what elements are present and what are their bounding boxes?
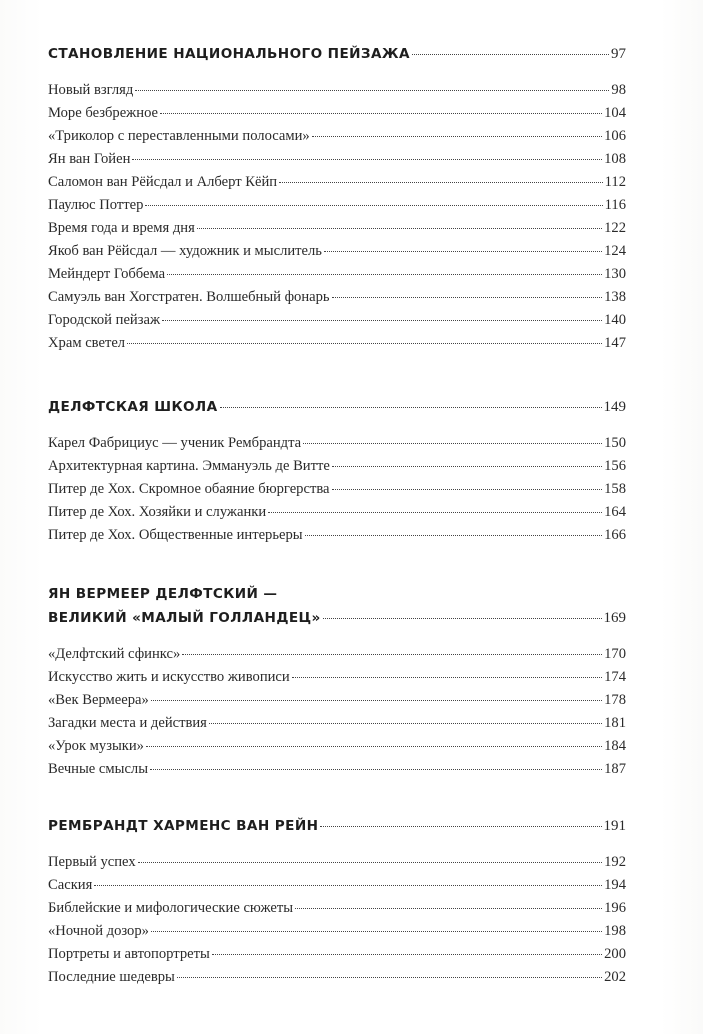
toc-entry	[48, 666, 626, 689]
dot-leader	[292, 676, 602, 678]
entry-page: 150	[604, 435, 626, 451]
section-title: СТАНОВЛЕНИЕ НАЦИОНАЛЬНОГО ПЕЙЗАЖА	[48, 46, 410, 62]
toc-entry	[48, 171, 626, 194]
toc-entry	[48, 263, 626, 286]
entry-page: 138	[604, 289, 626, 305]
entry-page: 158	[604, 481, 626, 497]
entry-title: Карел Фабрициус — ученик Рембрандта	[48, 435, 302, 451]
entry-page: 198	[604, 923, 626, 939]
toc-entry	[48, 240, 626, 263]
entry-title: Время года и время дня	[48, 220, 195, 236]
toc-entry	[48, 286, 626, 309]
toc-entry	[48, 643, 626, 666]
dot-leader	[305, 534, 603, 536]
entry-title: Новый взгляд	[48, 82, 134, 98]
entry-title: «Делфтский сфинкс»	[48, 646, 181, 662]
toc-entry	[48, 851, 626, 874]
entry-title: Храм светел	[48, 335, 126, 351]
toc-entry	[48, 758, 626, 781]
entry-title: Саломон ван Рёйсдал и Алберт Кёйп	[48, 174, 278, 190]
dot-leader	[320, 825, 601, 827]
entry-page: 192	[604, 854, 626, 870]
entry-title: Якоб ван Рёйсдал — художник и мыслитель	[48, 243, 322, 259]
dot-leader	[138, 861, 602, 863]
section-page: 169	[603, 610, 626, 626]
toc-entry	[48, 874, 626, 897]
dot-leader	[312, 135, 602, 137]
dot-leader	[146, 745, 602, 747]
section-page: 149	[603, 399, 626, 415]
entry-page: 170	[604, 646, 626, 662]
toc-entry	[48, 102, 626, 125]
entry-page: 196	[604, 900, 626, 916]
toc-entry	[48, 309, 626, 332]
dot-leader	[145, 204, 602, 206]
toc-entry	[48, 455, 626, 478]
dot-leader	[220, 406, 602, 408]
toc-entry	[48, 79, 626, 102]
section-title: ДЕЛФТСКАЯ ШКОЛА	[48, 399, 218, 415]
dot-leader	[167, 273, 602, 275]
toc-section-delft	[48, 395, 626, 547]
entry-title: «Ночной дозор»	[48, 923, 149, 939]
dot-leader	[151, 699, 602, 701]
entry-title: Библейские и мифологические сюжеты	[48, 900, 294, 916]
entry-title: Питер де Хох. Общественные интерьеры	[48, 527, 303, 543]
toc-entry	[48, 735, 626, 758]
toc-entry	[48, 432, 626, 455]
entry-page: 194	[604, 877, 626, 893]
entry-title: Загадки места и действия	[48, 715, 207, 731]
dot-leader	[162, 319, 602, 321]
section-page: 191	[603, 818, 626, 834]
entry-page: 112	[604, 174, 626, 190]
toc-entry	[48, 194, 626, 217]
section-title: ВЕЛИКИЙ «МАЛЫЙ ГОЛЛАНДЕЦ»	[48, 610, 321, 626]
dot-leader	[332, 465, 602, 467]
entry-title: Море безбрежное	[48, 105, 159, 121]
section-title: РЕМБРАНДТ ХАРМЕНС ВАН РЕЙН	[48, 818, 319, 834]
entry-page: 104	[604, 105, 626, 121]
dot-leader	[135, 89, 609, 91]
dot-leader	[177, 976, 602, 978]
entry-page: 147	[604, 335, 626, 351]
toc-section-landscape	[48, 42, 626, 355]
entry-page: 130	[604, 266, 626, 282]
dot-leader	[295, 907, 602, 909]
section-heading	[48, 814, 626, 838]
section-heading	[48, 42, 626, 66]
toc-entry	[48, 524, 626, 547]
dot-leader	[324, 250, 602, 252]
dot-leader	[127, 342, 602, 344]
entry-page: 184	[604, 738, 626, 754]
entry-page: 174	[604, 669, 626, 685]
entry-title: Саския	[48, 877, 93, 893]
dot-leader	[323, 617, 602, 619]
dot-leader	[132, 158, 602, 160]
dot-leader	[332, 488, 603, 490]
toc-section-rembrandt	[48, 814, 626, 989]
toc-entry	[48, 689, 626, 712]
dot-leader	[412, 53, 609, 55]
entry-title: «Век Вермеера»	[48, 692, 149, 708]
toc-entry	[48, 966, 626, 989]
toc-entry	[48, 332, 626, 355]
entry-title: Самуэль ван Хогстратен. Волшебный фонарь	[48, 289, 330, 305]
entry-page: 122	[604, 220, 626, 236]
entry-title: Ян ван Гойен	[48, 151, 131, 167]
dot-leader	[303, 442, 602, 444]
toc-entry	[48, 501, 626, 524]
entry-title: Городской пейзаж	[48, 312, 161, 328]
entry-page: 116	[604, 197, 626, 213]
entry-page: 178	[604, 692, 626, 708]
dot-leader	[209, 722, 602, 724]
entry-page: 106	[604, 128, 626, 144]
dot-leader	[94, 884, 602, 886]
toc-entry	[48, 920, 626, 943]
section-page: 97	[611, 46, 626, 62]
dot-leader	[182, 653, 602, 655]
entry-page: 140	[604, 312, 626, 328]
entry-title: Портреты и автопортреты	[48, 946, 210, 962]
entry-title: Первый успех	[48, 854, 136, 870]
toc-entry	[48, 478, 626, 501]
dot-leader	[279, 181, 603, 183]
entry-page: 108	[604, 151, 626, 167]
dot-leader	[197, 227, 602, 229]
entry-title: Последние шедевры	[48, 969, 175, 985]
section-title-line1: ЯН ВЕРМЕЕР ДЕЛФТСКИЙ —	[48, 586, 278, 602]
toc-entry	[48, 943, 626, 966]
entry-title: Мейндерт Гоббема	[48, 266, 166, 282]
dot-leader	[332, 296, 603, 298]
toc-section-vermeer	[48, 582, 626, 781]
dot-leader	[160, 112, 602, 114]
entry-title: Искусство жить и искусство живописи	[48, 669, 290, 685]
section-heading	[48, 606, 626, 630]
dot-leader	[212, 953, 602, 955]
dot-leader	[151, 930, 602, 932]
entry-page: 181	[604, 715, 626, 731]
toc-entry	[48, 148, 626, 171]
section-heading	[48, 395, 626, 419]
entry-title: Вечные смыслы	[48, 761, 149, 777]
entry-title: Питер де Хох. Хозяйки и служанки	[48, 504, 267, 520]
dot-leader	[150, 768, 602, 770]
entry-page: 124	[604, 243, 626, 259]
entry-page: 166	[604, 527, 626, 543]
entry-title: «Триколор с переставленными полосами»	[48, 128, 310, 144]
entry-title: «Урок музыки»	[48, 738, 144, 754]
entry-page: 156	[604, 458, 626, 474]
dot-leader	[268, 511, 602, 513]
entry-page: 98	[611, 82, 626, 98]
toc-entry	[48, 125, 626, 148]
entry-page: 202	[604, 969, 626, 985]
toc-entry	[48, 897, 626, 920]
toc-entry	[48, 217, 626, 240]
entry-title: Архитектурная картина. Эммануэль де Витте	[48, 458, 330, 474]
entry-page: 200	[604, 946, 626, 962]
toc-entry	[48, 712, 626, 735]
entry-page: 187	[604, 761, 626, 777]
entry-title: Питер де Хох. Скромное обаяние бюргерства	[48, 481, 330, 497]
entry-page: 164	[604, 504, 626, 520]
entry-title: Паулюс Поттер	[48, 197, 144, 213]
